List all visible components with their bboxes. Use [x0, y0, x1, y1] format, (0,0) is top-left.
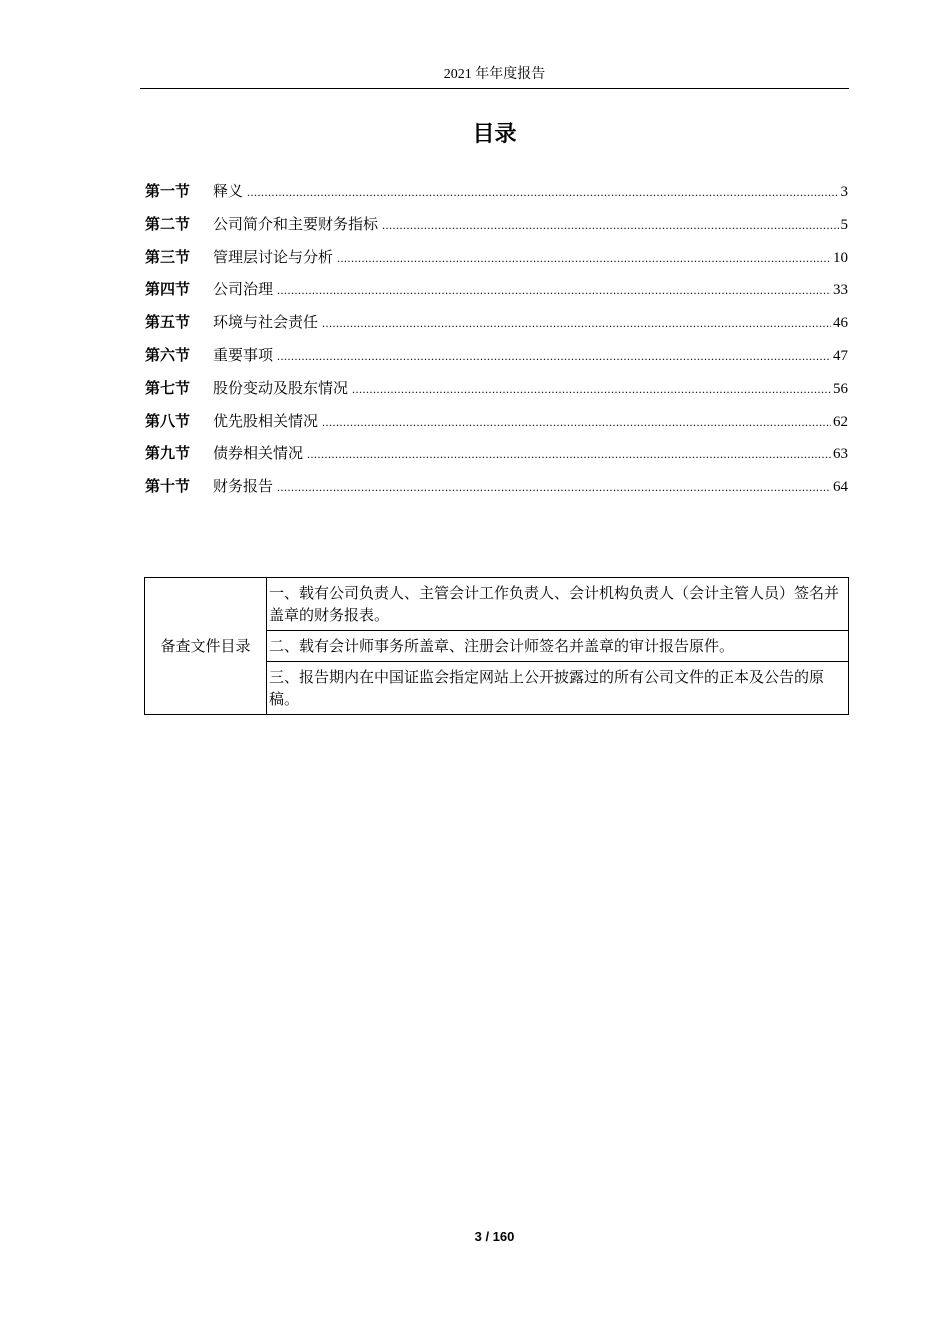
reference-file-item: 三、报告期内在中国证监会指定网站上公开披露过的所有公司文件的正本及公告的原稿。 — [267, 662, 849, 715]
reference-file-item: 一、载有公司负责人、主管会计工作负责人、会计机构负责人（会计主管人员）签名并盖章的财务报表。 — [267, 578, 849, 631]
toc-section-title: 重要事项 — [213, 345, 274, 364]
toc-section-number: 第五节 — [145, 313, 191, 332]
table-row — [145, 578, 849, 631]
toc-entry[interactable] — [145, 475, 848, 508]
toc-entry[interactable] — [145, 442, 848, 475]
toc-section-title: 释义 — [213, 182, 244, 200]
toc-entry[interactable] — [145, 278, 848, 311]
toc-section-number: 第一节 — [145, 182, 191, 200]
table-of-contents — [145, 180, 848, 508]
toc-page-number: 33 — [833, 282, 848, 299]
toc-section-title: 环境与社会责任 — [213, 313, 319, 332]
toc-section-title: 公司治理 — [213, 280, 274, 299]
toc-section-title: 债券相关情况 — [213, 444, 304, 463]
toc-page-number: 47 — [833, 347, 848, 364]
toc-leader-dots — [337, 247, 831, 269]
toc-page-number: 3 — [840, 184, 848, 200]
toc-entry[interactable] — [145, 377, 848, 410]
toc-section-number: 第七节 — [145, 378, 191, 397]
toc-page-number: 63 — [833, 446, 848, 463]
toc-leader-dots — [277, 345, 831, 367]
toc-entry[interactable] — [145, 410, 848, 443]
toc-page-number: 56 — [833, 380, 848, 397]
toc-section-number: 第十节 — [145, 477, 191, 496]
toc-section-number: 第三节 — [145, 247, 191, 266]
page-header: 2021 年年度报告 — [443, 67, 546, 82]
reference-files-table — [144, 577, 849, 715]
toc-entry[interactable] — [145, 344, 848, 377]
toc-page-number: 64 — [833, 479, 848, 496]
toc-section-title: 管理层讨论与分析 — [213, 247, 334, 266]
toc-entry[interactable] — [145, 311, 848, 344]
toc-entry[interactable] — [145, 246, 848, 279]
toc-leader-dots — [247, 181, 838, 203]
toc-section-title: 财务报告 — [213, 477, 274, 496]
page-number-footer: 3 / 160 — [474, 1229, 515, 1244]
toc-leader-dots — [307, 443, 831, 465]
reference-file-item: 二、载有会计师事务所盖章、注册会计师签名并盖章的审计报告原件。 — [267, 631, 849, 662]
reference-files-label: 备查文件目录 — [145, 578, 267, 715]
toc-section-number: 第九节 — [145, 444, 191, 463]
toc-section-number: 第六节 — [145, 345, 191, 364]
toc-section-number: 第八节 — [145, 411, 191, 430]
toc-page-number: 46 — [833, 315, 848, 332]
toc-leader-dots — [322, 312, 831, 334]
toc-page-number: 62 — [833, 413, 848, 430]
toc-section-number: 第二节 — [145, 214, 191, 233]
toc-leader-dots — [352, 378, 831, 400]
toc-leader-dots — [322, 411, 831, 433]
page-title: 目录 — [472, 122, 517, 147]
toc-section-title: 股份变动及股东情况 — [213, 378, 349, 397]
toc-page-number: 5 — [840, 216, 848, 233]
toc-section-number: 第四节 — [145, 280, 191, 299]
toc-leader-dots — [382, 214, 838, 236]
toc-section-title: 优先股相关情况 — [213, 411, 319, 430]
toc-entry[interactable] — [145, 213, 848, 246]
toc-leader-dots — [277, 476, 831, 498]
toc-section-title: 公司简介和主要财务指标 — [213, 214, 379, 233]
header-divider — [140, 88, 849, 89]
toc-leader-dots — [277, 279, 831, 301]
toc-page-number: 10 — [833, 249, 848, 266]
toc-entry[interactable] — [145, 180, 848, 213]
